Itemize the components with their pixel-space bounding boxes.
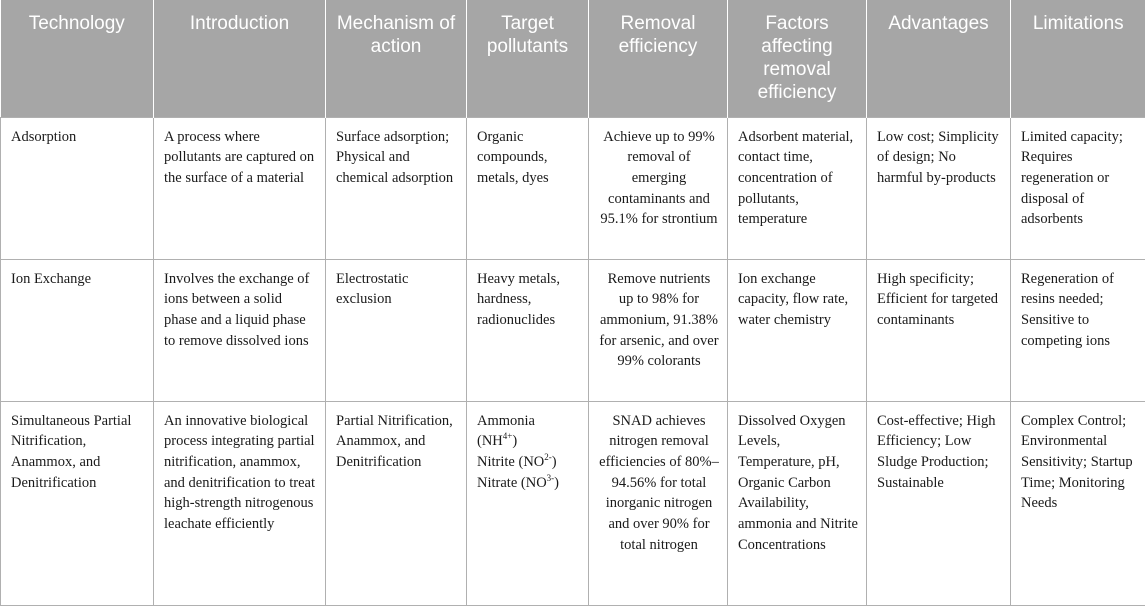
pollutant-nitrate	[477, 473, 580, 494]
cell-introduction: Involves the exchange of ions between a solid phase and a liquid phase to remove dissolved ions	[154, 259, 326, 401]
cell-target-pollutants: Organic compounds, metals, dyes	[467, 117, 589, 259]
header-introduction: Introduction	[154, 0, 326, 117]
nitrate-label: Nitrate	[477, 475, 517, 491]
nitrate-charge: 3-	[547, 473, 555, 483]
nitrite-formula-end: )	[552, 454, 557, 470]
cell-mechanism: Electrostatic exclusion	[326, 259, 467, 401]
header-mechanism: Mechanism of action	[326, 0, 467, 117]
header-row	[1, 0, 1145, 117]
cell-factors: Adsorbent material, contact time, concentration of pollutants, temperature	[728, 117, 867, 259]
cell-removal-efficiency: Remove nutrients up to 98% for ammonium, 91.38% for arsenic, and over 99% colorants	[589, 259, 728, 401]
cell-limitations: Complex Control; Environmental Sensitivity; Startup Time; Monitoring Needs	[1011, 401, 1145, 605]
cell-technology: Adsorption	[1, 117, 154, 259]
cell-technology: Simultaneous Partial Nitrification, Anammox, and Denitrification	[1, 401, 154, 605]
cell-target-pollutants: Heavy metals, hardness, radionuclides	[467, 259, 589, 401]
ammonia-formula	[477, 431, 580, 452]
header-limitations: Limitations	[1011, 0, 1145, 117]
cell-introduction: An innovative biological process integrating partial nitrification, anammox, and denitrification to treat high-strength nitrogenous leachate efficiently	[154, 401, 326, 605]
ammonia-charge: 4+	[503, 431, 513, 441]
nitrite-charge: 2-	[544, 452, 552, 462]
nitrate-formula-end: )	[554, 475, 559, 491]
table-body	[1, 117, 1145, 605]
ammonia-formula-base: (NH	[477, 433, 503, 449]
cell-removal-efficiency: Achieve up to 99% removal of emerging contaminants and 95.1% for strontium	[589, 117, 728, 259]
cell-removal-efficiency: SNAD achieves nitrogen removal efficiencies of 80%–94.56% for total inorganic nitrogen and over 90% for total nitrogen	[589, 401, 728, 605]
table-row	[1, 401, 1145, 605]
pollutant-nitrite	[477, 452, 580, 473]
cell-advantages: Cost-effective; High Efficiency; Low Sludge Production; Sustainable	[867, 401, 1011, 605]
cell-advantages: High specificity; Efficient for targeted contaminants	[867, 259, 1011, 401]
header-technology: Technology	[1, 0, 154, 117]
nitrite-formula-base: (NO	[518, 454, 544, 470]
pollutant-ammonia	[477, 411, 580, 432]
cell-limitations: Regeneration of resins needed; Sensitive to competing ions	[1011, 259, 1145, 401]
cell-factors: Ion exchange capacity, flow rate, water chemistry	[728, 259, 867, 401]
ammonia-label: Ammonia	[477, 413, 535, 429]
cell-target-pollutants	[467, 401, 589, 605]
header-removal-efficiency: Removal efficiency	[589, 0, 728, 117]
header-advantages: Advantages	[867, 0, 1011, 117]
table-row	[1, 117, 1145, 259]
header-target-pollutants: Target pollutants	[467, 0, 589, 117]
cell-advantages: Low cost; Simplicity of design; No harmful by-products	[867, 117, 1011, 259]
cell-limitations: Limited capacity; Requires regeneration or disposal of adsorbents	[1011, 117, 1145, 259]
cell-technology: Ion Exchange	[1, 259, 154, 401]
cell-factors: Dissolved Oxygen Levels, Temperature, pH, Organic Carbon Availability, ammonia and Nitrite Concentrations	[728, 401, 867, 605]
nitrite-label: Nitrite	[477, 454, 515, 470]
cell-mechanism: Surface adsorption; Physical and chemical adsorption	[326, 117, 467, 259]
header-factors: Factors affecting removal efficiency	[728, 0, 867, 117]
ammonia-formula-end: )	[512, 433, 517, 449]
table-row	[1, 259, 1145, 401]
nitrate-formula-base: (NO	[521, 475, 547, 491]
cell-introduction: A process where pollutants are captured on the surface of a material	[154, 117, 326, 259]
cell-mechanism: Partial Nitrification, Anammox, and Denitrification	[326, 401, 467, 605]
table-header	[1, 0, 1145, 117]
